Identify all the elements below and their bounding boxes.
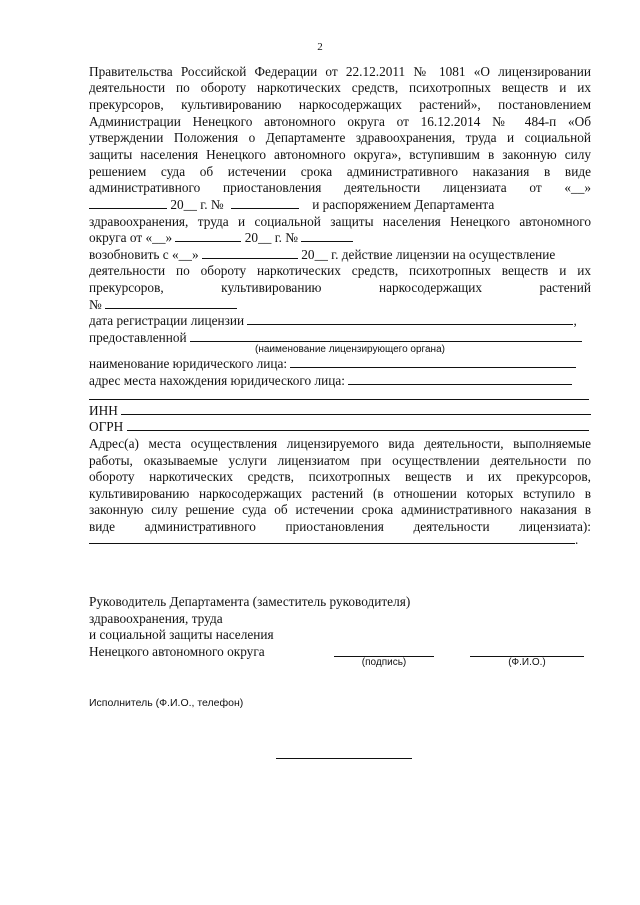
provided-by-field[interactable]	[190, 330, 582, 342]
signature-title-line: и социальной защиты населения	[89, 627, 274, 642]
full-name-caption: (Ф.И.О.)	[508, 657, 546, 668]
address-end-mark: .	[575, 532, 579, 547]
entity-name-row	[89, 356, 591, 372]
entity-address-row	[89, 373, 591, 389]
ogrn-row	[89, 419, 591, 435]
body-line: Администрации Ненецкого автономного округа от 16.12.2014 № 484-п «Об	[89, 114, 591, 129]
body-line: защиты населения Ненецкого автономного округа», вступившим в законную силу	[89, 147, 591, 162]
resume-action-label: 20__ г. действие лицензии на осуществление	[301, 247, 556, 262]
body-line: деятельности по обороту наркотических средств, психотропных веществ и их	[89, 80, 591, 95]
inn-row	[89, 403, 591, 419]
body-line	[89, 297, 591, 313]
body-line: Правительства Российской Федерации от 22.12.2011 № 1081 «О лицензировании	[89, 64, 591, 79]
provided-by-label: предоставленной	[89, 330, 187, 345]
resume-label: возобновить с «__»	[89, 247, 199, 262]
year-number-label: 20__ г. №	[244, 230, 298, 245]
body-line: административного приостановления деятельности лицензиата от «__»	[89, 180, 591, 195]
reg-date-field[interactable]	[247, 313, 573, 325]
ogrn-label: ОГРН	[89, 419, 124, 434]
body-line: утверждении Положения о Департаменте здравоохранения, труда и социальной	[89, 130, 591, 145]
address-line: Адрес(а) места осуществления лицензируемого вида деятельности, выполняемые	[89, 436, 591, 451]
body-line: деятельности по обороту наркотических средств, психотропных веществ и их	[89, 263, 591, 278]
entity-name-label: наименование юридического лица:	[89, 356, 288, 371]
body-line: здравоохранения, труда и социальной защиты населения Ненецкого автономного	[89, 214, 591, 229]
provided-by-caption: (наименование лицензирующего органа)	[255, 344, 445, 355]
reg-date-row: дата регистрации лицензии ,	[89, 313, 577, 328]
executor-label: Исполнитель (Ф.И.О., телефон)	[89, 697, 244, 709]
body-line	[89, 197, 591, 213]
signature-caption: (подпись)	[361, 657, 407, 668]
inn-label: ИНН	[89, 403, 118, 418]
page-number: 2	[317, 41, 323, 53]
entity-name-field[interactable]	[290, 356, 576, 368]
address-line: культивированию наркосодержащих растений (в отношении которых вступило в	[89, 486, 591, 501]
signature-title-line: здравоохранения, труда	[89, 611, 223, 626]
ogrn-field[interactable]	[127, 419, 589, 431]
closing-rule	[276, 757, 412, 759]
number-sign: №	[89, 297, 102, 312]
address-line: законную силу решение суда об истечении срока административного наказания в	[89, 502, 591, 517]
entity-address-field[interactable]	[348, 373, 572, 385]
body-line	[89, 247, 591, 263]
year-number-label: 20__ г. №	[170, 197, 224, 212]
district-date-label: округа от «__»	[89, 230, 173, 245]
signature-title-line: Руководитель Департамента (заместитель руководителя)	[89, 594, 411, 609]
entity-address-label: адрес места нахождения юридического лица:	[89, 373, 345, 388]
reg-date-label: дата регистрации лицензии	[89, 313, 245, 328]
body-line: решением суда об истечении срока административного наказания в виде	[89, 164, 591, 179]
order-label: и распоряжением Департамента	[312, 197, 495, 212]
body-line: прекурсоров, культивированию наркосодержащих растений	[89, 280, 591, 295]
address-line: работы, оказываемые услуги лицензиатом при осуществлении деятельности по	[89, 453, 591, 468]
body-line	[89, 230, 591, 246]
signature-title-line: Ненецкого автономного округа	[89, 644, 265, 659]
address-fill-row	[89, 532, 591, 548]
address-fill-field[interactable]	[89, 532, 575, 544]
body-line: прекурсоров, культивированию наркосодержащих растений», постановлением	[89, 97, 591, 112]
address-line: виде административного приостановления деятельности лицензиата):	[89, 519, 591, 534]
inn-field[interactable]	[121, 403, 591, 415]
entity-address-line-2[interactable]	[89, 398, 589, 400]
address-line: обороту наркотических средств, психотропных веществ и их прекурсоров,	[89, 469, 591, 484]
